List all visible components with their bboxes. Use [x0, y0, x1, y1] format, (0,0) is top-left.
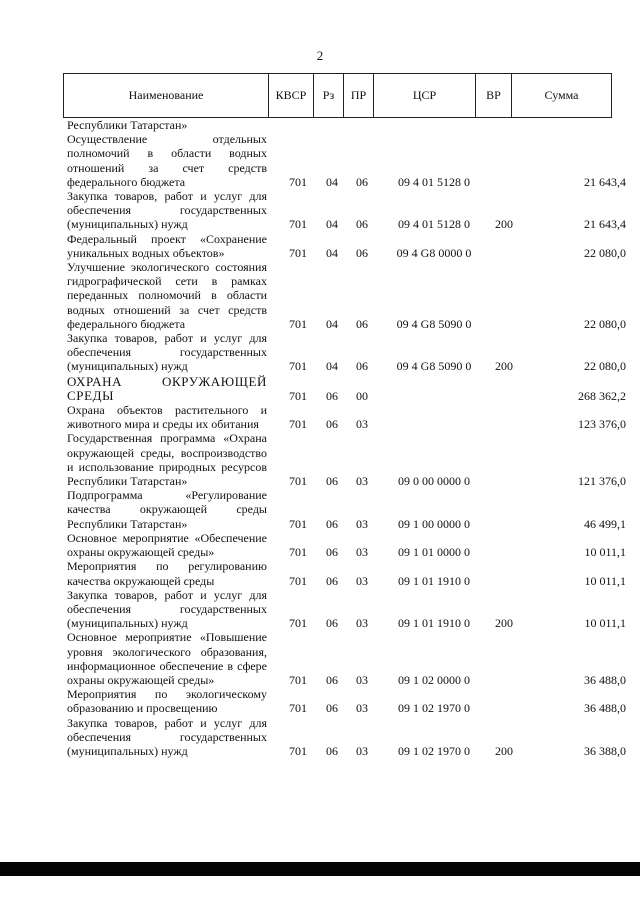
row-kvsr: 701 [289, 217, 307, 232]
row-name: Улучшение экологического состояния гидрографической сети в рамках переданных полномочий в области водных отношений за счет средств федерального бюджета [67, 260, 267, 331]
table-row [0, 189, 640, 232]
row-name: Закупка товаров, работ и услуг для обеспечения государственных (муниципальных) нужд [67, 189, 267, 232]
row-pr: 03 [356, 516, 368, 531]
row-rz: 04 [326, 245, 338, 260]
row-sum: 22 080,0 [584, 316, 626, 331]
row-sum: 10 011,1 [584, 616, 626, 631]
row-sum: 10 011,1 [584, 573, 626, 588]
row-kvsr: 701 [289, 743, 307, 758]
column-header-csr: ЦСР [374, 74, 476, 118]
budget-table-body [0, 118, 640, 758]
column-header-sum: Сумма [512, 74, 612, 118]
row-sum: 10 011,1 [584, 545, 626, 560]
row-rz: 06 [326, 545, 338, 560]
row-sum: 46 499,1 [584, 516, 626, 531]
page-number: 2 [316, 48, 324, 63]
row-sum: 123 376,0 [578, 417, 626, 432]
column-header-pr: ПР [344, 74, 374, 118]
row-pr: 03 [356, 616, 368, 631]
row-kvsr: 701 [289, 174, 307, 189]
row-pr: 06 [356, 359, 368, 374]
row-rz: 06 [326, 474, 338, 489]
row-rz: 06 [326, 743, 338, 758]
table-row [0, 375, 640, 403]
row-sum: 268 362,2 [578, 388, 626, 403]
row-kvsr: 701 [289, 616, 307, 631]
row-pr: 06 [356, 174, 368, 189]
row-pr: 06 [356, 245, 368, 260]
table-row [0, 132, 640, 189]
column-header-kvsr: КВСР [269, 74, 314, 118]
row-pr: 03 [356, 545, 368, 560]
table-row [0, 588, 640, 631]
row-kvsr: 701 [289, 545, 307, 560]
row-kvsr: 701 [289, 474, 307, 489]
row-sum: 21 643,4 [584, 217, 626, 232]
table-header [63, 73, 612, 118]
row-vr: 200 [495, 359, 513, 374]
table-row [0, 403, 640, 431]
table-row [0, 118, 640, 132]
row-rz: 06 [326, 417, 338, 432]
row-name: Основное мероприятие «Обеспечение охраны окружающей среды» [67, 530, 267, 560]
row-csr: 09 4 G8 0000 0 [396, 245, 472, 260]
row-pr: 06 [356, 316, 368, 331]
row-name: Государственная программа «Охрана окружающей среды, воспроизводство и использование природных ресурсов Республики Татарстан» [67, 431, 267, 489]
scan-edge-bar [0, 862, 640, 876]
row-sum: 22 080,0 [584, 245, 626, 260]
row-pr: 03 [356, 417, 368, 432]
row-name: Охрана объектов растительного и животного мира и среды их обитания [67, 403, 267, 432]
row-kvsr: 701 [289, 388, 307, 403]
row-rz: 06 [326, 573, 338, 588]
table-row [0, 630, 640, 687]
row-name: Мероприятия по экологическому образованию и просвещению [67, 687, 267, 716]
table-row [0, 687, 640, 715]
row-sum: 22 080,0 [584, 359, 626, 374]
row-name: Мероприятия по регулированию качества окружающей среды [67, 559, 267, 588]
table-row [0, 488, 640, 531]
row-rz: 04 [326, 359, 338, 374]
table-row [0, 559, 640, 587]
row-rz: 06 [326, 701, 338, 716]
row-csr: 09 0 00 0000 0 [398, 474, 470, 489]
row-sum: 36 488,0 [584, 672, 626, 687]
row-name: Федеральный проект «Сохранение уникальных водных объектов» [67, 231, 267, 260]
row-sum: 121 376,0 [578, 474, 626, 489]
row-name: Закупка товаров, работ и услуг для обеспечения государственных (муниципальных) нужд [67, 715, 267, 758]
row-kvsr: 701 [289, 245, 307, 260]
column-header-name: Наименование [64, 74, 269, 118]
row-pr: 03 [356, 701, 368, 716]
table-row [0, 260, 640, 331]
row-sum: 36 388,0 [584, 743, 626, 758]
table-row [0, 431, 640, 488]
row-pr: 03 [356, 573, 368, 588]
table-row [0, 232, 640, 260]
row-pr: 03 [356, 672, 368, 687]
row-pr: 00 [356, 388, 368, 403]
row-kvsr: 701 [289, 701, 307, 716]
table-row [0, 331, 640, 374]
row-csr: 09 1 00 0000 0 [398, 516, 470, 531]
row-rz: 04 [326, 316, 338, 331]
row-name: ОХРАНА ОКРУЖАЮЩЕЙ СРЕДЫ [67, 373, 267, 403]
row-kvsr: 701 [289, 359, 307, 374]
row-sum: 36 488,0 [584, 701, 626, 716]
row-csr: 09 4 G8 5090 0 [396, 359, 472, 374]
row-kvsr: 701 [289, 672, 307, 687]
row-kvsr: 701 [289, 573, 307, 588]
column-header-rz: Рз [314, 74, 344, 118]
row-rz: 06 [326, 616, 338, 631]
row-rz: 04 [326, 217, 338, 232]
row-csr: 09 4 01 5128 0 [398, 217, 470, 232]
row-csr: 09 1 01 1910 0 [398, 573, 470, 588]
row-vr: 200 [495, 616, 513, 631]
row-kvsr: 701 [289, 417, 307, 432]
row-csr: 09 1 02 1970 0 [398, 743, 470, 758]
row-rz: 06 [326, 516, 338, 531]
row-kvsr: 701 [289, 516, 307, 531]
row-csr: 09 1 02 1970 0 [398, 701, 470, 716]
row-name: Республики Татарстан» [67, 118, 188, 132]
row-pr: 03 [356, 474, 368, 489]
row-vr: 200 [495, 743, 513, 758]
row-rz: 04 [326, 174, 338, 189]
row-kvsr: 701 [289, 316, 307, 331]
table-row [0, 716, 640, 759]
row-sum: 21 643,4 [584, 174, 626, 189]
row-pr: 06 [356, 217, 368, 232]
row-rz: 06 [326, 672, 338, 687]
row-name: Основное мероприятие «Повышение уровня экологического образования, информационное обеспечение в сфере охраны окружающей среды» [67, 630, 267, 687]
row-pr: 03 [356, 743, 368, 758]
row-vr: 200 [495, 217, 513, 232]
row-csr: 09 4 G8 5090 0 [396, 316, 472, 331]
table-row [0, 531, 640, 559]
column-header-vr: ВР [476, 74, 512, 118]
row-name: Подпрограмма «Регулирование качества окружающей среды Республики Татарстан» [67, 488, 267, 531]
row-csr: 09 4 01 5128 0 [398, 174, 470, 189]
row-name: Закупка товаров, работ и услуг для обеспечения государственных (муниципальных) нужд [67, 587, 267, 631]
row-rz: 06 [326, 388, 338, 403]
row-csr: 09 1 02 0000 0 [398, 672, 470, 687]
row-name: Осуществление отдельных полномочий в области водных отношений за счет средств федерального бюджета [67, 132, 267, 189]
row-csr: 09 1 01 1910 0 [398, 616, 470, 631]
row-csr: 09 1 01 0000 0 [398, 545, 470, 560]
row-name: Закупка товаров, работ и услуг для обеспечения государственных (муниципальных) нужд [67, 331, 267, 374]
